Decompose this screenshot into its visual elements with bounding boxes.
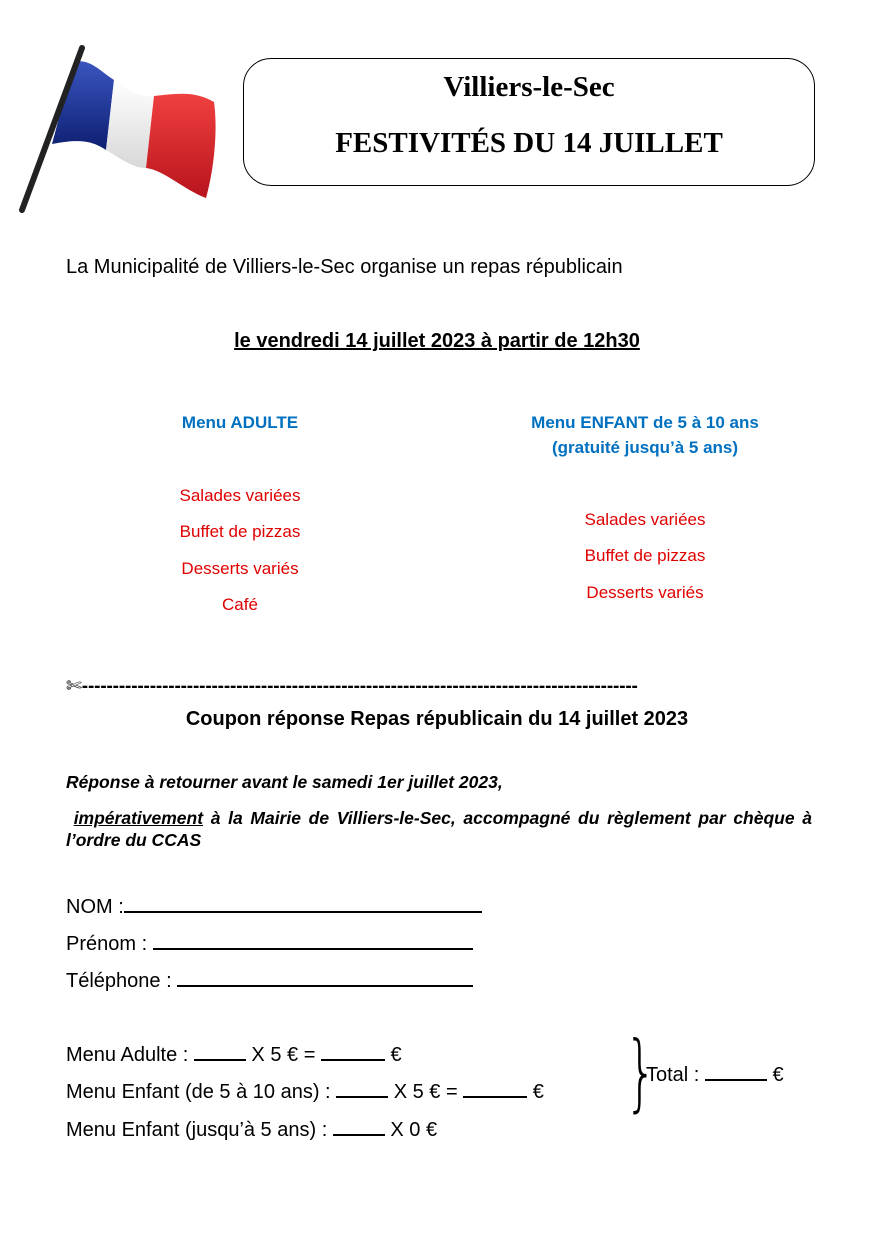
menu-child-item: Buffet de pizzas — [584, 546, 706, 565]
response-deadline: Réponse à retourner avant le samedi 1er juillet 2023, — [66, 772, 503, 792]
adult-qty-blank[interactable] — [194, 1041, 246, 1061]
event-date: le vendredi 14 juillet 2023 à partir de 12h30 — [234, 330, 640, 352]
adult-count-row: Menu Adulte : X 5 € = € — [66, 1041, 402, 1067]
child-amount-blank[interactable] — [463, 1078, 527, 1098]
telephone-input-line[interactable] — [177, 965, 473, 987]
telephone-field[interactable]: Téléphone : — [66, 965, 473, 993]
nom-input-line[interactable] — [124, 891, 482, 913]
baby-count-row: Menu Enfant (jusqu’à 5 ans) : X 0 € — [66, 1116, 437, 1142]
prenom-input-line[interactable] — [153, 928, 473, 950]
response-emphasis: impérativement — [73, 808, 204, 828]
page-title-event: FESTIVITÉS DU 14 JUILLET — [335, 127, 723, 159]
menu-child-item: Salades variées — [584, 510, 706, 529]
cut-line: ✄------------------------------------------------------------------------------------------ — [66, 676, 638, 697]
scissors-icon: ✄ — [66, 676, 82, 697]
intro-text: La Municipalité de Villiers-le-Sec organise un repas républicain — [66, 256, 623, 278]
total-amount-blank[interactable] — [705, 1061, 767, 1081]
title-box — [243, 58, 815, 186]
adult-amount-blank[interactable] — [321, 1041, 385, 1061]
flag-red-band — [146, 94, 216, 198]
menu-adult-item: Salades variées — [179, 486, 301, 505]
menu-adult-item: Café — [222, 595, 258, 614]
menu-adult-heading: Menu ADULTE — [181, 413, 299, 432]
baby-qty-blank[interactable] — [333, 1116, 385, 1136]
menu-adult-item: Buffet de pizzas — [179, 522, 301, 541]
flag-white-band — [106, 80, 154, 168]
child-count-row: Menu Enfant (de 5 à 10 ans) : X 5 € = € — [66, 1078, 544, 1104]
menu-child-heading: Menu ENFANT de 5 à 10 ans (gratuité jusqu’à 5 ans) — [531, 413, 759, 457]
french-flag-icon — [14, 40, 224, 215]
child-qty-blank[interactable] — [336, 1078, 388, 1098]
menu-adult-item: Desserts variés — [181, 559, 299, 578]
prenom-field[interactable]: Prénom : — [66, 928, 473, 956]
total-row: Total : € — [646, 1061, 784, 1087]
nom-field[interactable]: NOM : — [66, 891, 482, 919]
response-instructions: impérativement à la Mairie de Villiers-le-Sec, accompagné du règlement par chèque à l’ordre du CCAS — [66, 808, 812, 850]
coupon-title: Coupon réponse Repas républicain du 14 juillet 2023 — [185, 708, 689, 730]
page-title-town: Villiers-le-Sec — [443, 71, 615, 103]
total-brace: } — [624, 1023, 657, 1121]
menu-child-item: Desserts variés — [586, 583, 704, 602]
